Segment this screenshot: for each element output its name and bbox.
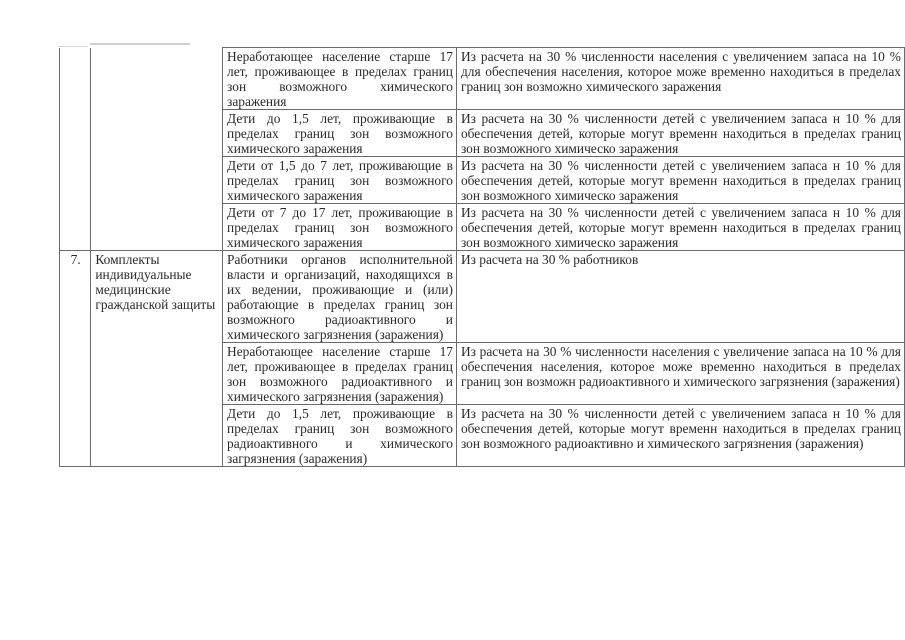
table-row: [60, 343, 905, 405]
population-category: Неработающее население старше 17 лет, проживающее в пределах границ зон возможного химического заражения: [223, 48, 457, 110]
population-category: Неработающее население старше 17 лет, проживающее в пределах границ зон возможного радиоактивного и химического загрязнения (заражения): [223, 343, 457, 405]
item-name: [91, 343, 223, 405]
norm-cell: [456, 157, 904, 204]
supply-norm: Из расчета на 30 % работников: [460, 252, 639, 267]
supply-norm: Из расчета на 30 % численности населения с увеличением запаса на 10 % для обеспечения населения, которое може временно находиться в пределах границ зон возможно химического заражения: [460, 49, 901, 94]
row-number: [60, 157, 91, 204]
supplies-table: [59, 47, 905, 467]
supply-norm: Из расчета на 30 % численности детей с увеличением запаса н 10 % для обеспечения детей, которые могут временн находиться в пределах границ зон возможного химическо заражения: [460, 158, 901, 203]
row-number: [60, 343, 91, 405]
item-name: [91, 405, 223, 467]
item-name: [91, 48, 223, 110]
table-row: [60, 157, 905, 204]
item-name: [91, 157, 223, 204]
table-row: [60, 204, 905, 251]
scan-artifact: [90, 43, 190, 45]
row-number: 7.: [60, 251, 91, 343]
supply-norm: Из расчета на 30 % численности детей с увеличением запаса н 10 % для обеспечения детей, которые могут временн находиться в пределах границ зон возможного химическо заражения: [460, 205, 901, 250]
table-row: [60, 110, 905, 157]
table-body: [60, 48, 905, 467]
supply-norm: Из расчета на 30 % численности населения с увеличение запаса на 10 % для обеспечения населения, которое може временно находиться в пределах границ зон возможн радиоактивного и химического загрязнения (заражения): [460, 344, 901, 389]
population-category: Дети до 1,5 лет, проживающие в пределах границ зон возможного химического заражения: [223, 110, 457, 157]
table-row: [60, 48, 905, 110]
row-number: [60, 204, 91, 251]
supply-norm: Из расчета на 30 % численности детей с увеличением запаса н 10 % для обеспечения детей, которые могут временн находиться в пределах границ зон возможного радиоактивно и химического загрязнения (заражения): [460, 406, 901, 451]
row-number: [60, 110, 91, 157]
table-row: [60, 251, 905, 343]
norm-cell: [456, 110, 904, 157]
norm-cell: [456, 48, 904, 110]
population-category: Работники органов исполнительной власти и организаций, находящихся в их ведении, проживающие и (или) работающие в пределах границ зон возможного радиоактивного и химического загрязнения (заражения): [223, 251, 457, 343]
norm-cell: [456, 251, 904, 343]
item-name: [91, 204, 223, 251]
norm-cell: [456, 204, 904, 251]
population-category: Дети от 7 до 17 лет, проживающие в пределах границ зон возможного химического заражения: [223, 204, 457, 251]
population-category: Дети до 1,5 лет, проживающие в пределах границ зон возможного радиоактивного и химического загрязнения (заражения): [223, 405, 457, 467]
item-name: Комплекты индивидуальные медицинские гражданской защиты: [91, 251, 223, 343]
row-number: [60, 48, 91, 110]
table-row: [60, 405, 905, 467]
item-name: [91, 110, 223, 157]
norm-cell: [456, 405, 904, 467]
population-category: Дети от 1,5 до 7 лет, проживающие в пределах границ зон возможного химического заражения: [223, 157, 457, 204]
row-number: [60, 405, 91, 467]
norm-cell: [456, 343, 904, 405]
supply-norm: Из расчета на 30 % численности детей с увеличением запаса н 10 % для обеспечения детей, которые могут временн находиться в пределах границ зон возможного химическо заражения: [460, 111, 901, 156]
